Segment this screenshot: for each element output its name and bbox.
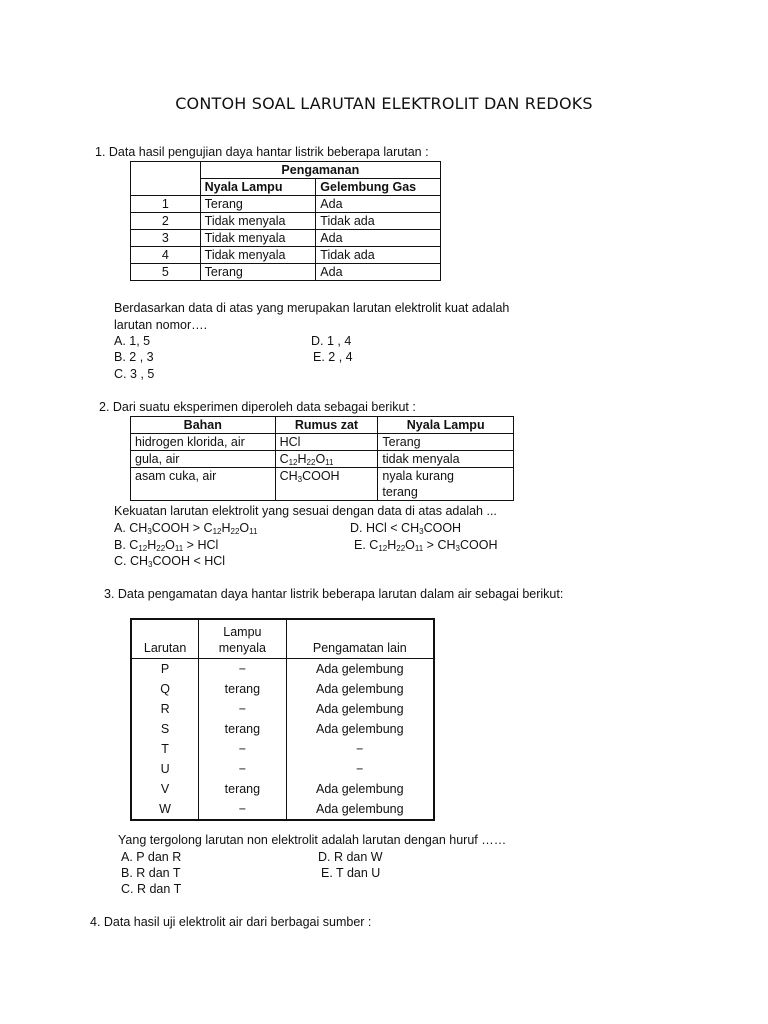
bahan-cell: gula, air xyxy=(131,451,276,468)
q3-col-larutan: Larutan xyxy=(131,619,199,659)
q2-col-bahan: Bahan xyxy=(131,417,276,434)
table-row xyxy=(131,799,434,820)
q1-col-lampu: Nyala Lampu xyxy=(200,179,316,196)
table-row xyxy=(131,264,441,281)
nyala-line-2: terang xyxy=(382,485,418,499)
larutan-cell: W xyxy=(131,799,199,820)
q2-intro: 2. Dari suatu eksperimen diperoleh data sebagai berikut : xyxy=(99,400,416,414)
rumus-cell: $C_{12}H_{22}O_{11}$ xyxy=(275,451,378,468)
q3-option-b: B. R dan T xyxy=(121,866,181,880)
lampu-cell: − xyxy=(199,699,286,719)
row-number: 5 xyxy=(131,264,201,281)
table-row xyxy=(131,451,514,468)
q2-col-rumus: Rumus zat xyxy=(275,417,378,434)
lain-cell: Ada gelembung xyxy=(316,682,404,696)
rumus-cell: $CH_3COOH$ xyxy=(275,468,378,501)
q1-option-d: D. 1 , 4 xyxy=(311,334,352,348)
bahan-cell: asam cuka, air xyxy=(131,468,276,501)
gas-cell: Tidak ada xyxy=(316,247,441,264)
lampu-cell: terang xyxy=(199,679,286,699)
lain-cell: Ada gelembung xyxy=(316,782,404,796)
q1-intro: 1. Data hasil pengujian daya hantar listrik beberapa larutan : xyxy=(95,145,429,159)
bahan-cell: hidrogen klorida, air xyxy=(131,434,276,451)
q3-col-lampu-line2: menyala xyxy=(218,641,266,655)
q2-option-c: C. $CH_3COOH$ < HCl xyxy=(114,554,226,569)
row-number: 2 xyxy=(131,213,201,230)
table-row xyxy=(131,213,441,230)
table-row xyxy=(131,699,434,719)
lain-cell: Ada gelembung xyxy=(316,702,404,716)
q2-option-b: B. $C_{12}H_{22}O_{11}$ > HCl xyxy=(114,538,219,553)
lampu-cell: Terang xyxy=(200,196,316,213)
lampu-cell: Terang xyxy=(200,264,316,281)
larutan-cell: P xyxy=(131,659,199,680)
lampu-cell: Tidak menyala xyxy=(200,213,316,230)
q3-option-c: C. R dan T xyxy=(121,882,182,896)
table-row xyxy=(131,434,514,451)
nyala-cell: tidak menyala xyxy=(378,451,514,468)
lain-cell: − xyxy=(356,742,364,756)
lampu-cell: terang xyxy=(199,719,286,739)
lain-cell: − xyxy=(356,762,364,776)
lampu-cell: Tidak menyala xyxy=(200,230,316,247)
row-number: 3 xyxy=(131,230,201,247)
lampu-cell: − xyxy=(199,799,286,820)
q2-option-e: E. $C_{12}H_{22}O_{11}$ > $CH_3COOH$ xyxy=(354,538,498,553)
lampu-cell: terang xyxy=(199,779,286,799)
table-row xyxy=(131,719,434,739)
larutan-cell: T xyxy=(131,739,199,759)
q3-col-lampu-line1: Lampu xyxy=(223,625,262,639)
table-row xyxy=(131,247,441,264)
q2-option-d: D. HCl < $CH_3COOH$ xyxy=(350,521,462,536)
table-row xyxy=(131,759,434,779)
q4-intro: 4. Data hasil uji elektrolit air dari berbagai sumber : xyxy=(90,915,372,929)
q1-table-corner xyxy=(131,162,201,196)
lampu-cell: Tidak menyala xyxy=(200,247,316,264)
q2-col-nyala: Nyala Lampu xyxy=(378,417,514,434)
q3-table xyxy=(130,618,435,821)
q1-table xyxy=(130,161,441,281)
q1-option-c: C. 3 , 5 xyxy=(114,367,155,381)
q1-col-gas: Gelembung Gas xyxy=(316,179,441,196)
larutan-cell: R xyxy=(131,699,199,719)
larutan-cell: V xyxy=(131,779,199,799)
q3-question: Yang tergolong larutan non elektrolit adalah larutan dengan huruf …… xyxy=(118,833,507,847)
q1-question-line2: larutan nomor…. xyxy=(114,318,208,332)
gas-cell: Ada xyxy=(316,230,441,247)
q1-option-b: B. 2 , 3 xyxy=(114,350,154,364)
q1-group-header: Pengamanan xyxy=(200,162,440,179)
larutan-cell: Q xyxy=(131,679,199,699)
q1-option-e: E. 2 , 4 xyxy=(313,350,353,364)
nyala-line-1: nyala kurang xyxy=(382,469,454,483)
row-number: 4 xyxy=(131,247,201,264)
page-title: CONTOH SOAL LARUTAN ELEKTROLIT DAN REDOKS xyxy=(175,94,593,113)
table-row xyxy=(131,468,514,501)
lampu-cell: − xyxy=(199,739,286,759)
rumus-cell: HCl xyxy=(275,434,378,451)
nyala-cell xyxy=(378,468,514,501)
q3-col-lain: Pengamatan lain xyxy=(286,619,434,659)
q1-option-a: A. 1, 5 xyxy=(114,334,151,348)
q1-question-line1: Berdasarkan data di atas yang merupakan larutan elektrolit kuat adalah xyxy=(114,301,510,315)
gas-cell: Ada xyxy=(316,196,441,213)
q3-col-lampu xyxy=(199,619,286,659)
row-number: 1 xyxy=(131,196,201,213)
lampu-cell: − xyxy=(199,759,286,779)
table-row xyxy=(131,196,441,213)
q3-option-e: E. T dan U xyxy=(321,866,381,880)
table-row xyxy=(131,739,434,759)
nyala-cell: Terang xyxy=(378,434,514,451)
table-row xyxy=(131,679,434,699)
gas-cell: Ada xyxy=(316,264,441,281)
lampu-cell: − xyxy=(199,659,286,680)
table-row xyxy=(131,230,441,247)
gas-cell: Tidak ada xyxy=(316,213,441,230)
lain-cell: Ada gelembung xyxy=(316,802,404,816)
q3-option-d: D. R dan W xyxy=(318,850,383,864)
lain-cell: Ada gelembung xyxy=(316,722,404,736)
q2-option-a: A. $CH_3COOH > C_{12}H_{22}O_{11}$ xyxy=(114,521,258,536)
q3-option-a: A. P dan R xyxy=(121,850,182,864)
larutan-cell: S xyxy=(131,719,199,739)
q2-question: Kekuatan larutan elektrolit yang sesuai dengan data di atas adalah ... xyxy=(114,504,497,518)
q2-table xyxy=(130,416,514,501)
table-row xyxy=(131,779,434,799)
larutan-cell: U xyxy=(131,759,199,779)
lain-cell: Ada gelembung xyxy=(316,662,404,676)
q3-intro: 3. Data pengamatan daya hantar listrik beberapa larutan dalam air sebagai berikut: xyxy=(104,587,564,601)
table-row xyxy=(131,659,434,680)
